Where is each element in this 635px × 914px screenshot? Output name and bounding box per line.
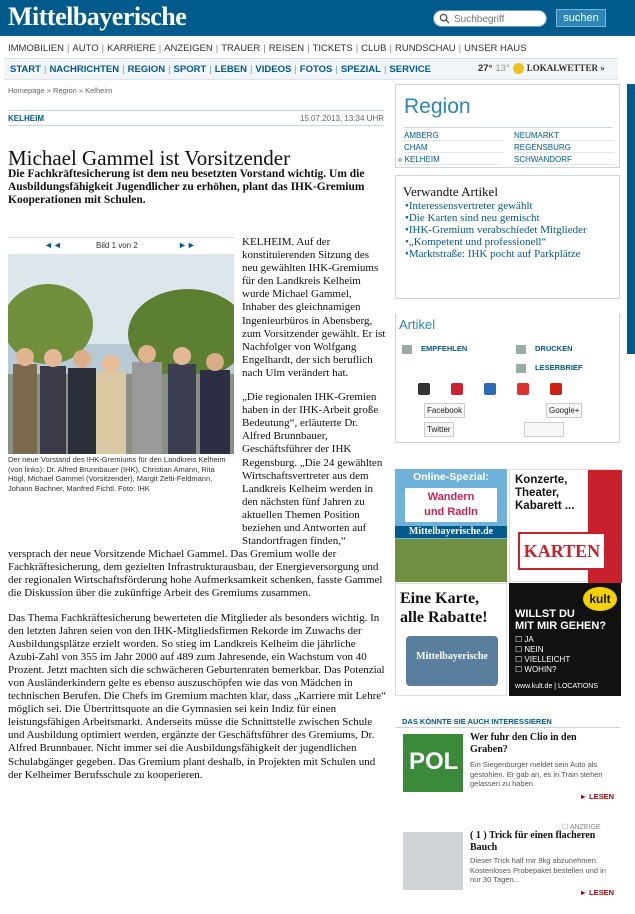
article-lead: Die Fachkräftesicherung ist dem neu besetzten Vorstand wichtig. Um die Ausbildungsfähigkeit Jugendlicher zu erhöhen, plant das IHK-Gremium Kooperationen mit Schulen.: [8, 168, 365, 206]
teaser-text: Dieser Trick half mir 9kg abzunehmen. Kostenloses Probepaket bestellen und in nur 30 Tagen...: [470, 856, 606, 884]
search-input[interactable]: [454, 12, 544, 26]
article-paragraph: KELHEIM. Auf der konstituierenden Sitzung des neu gewählten IHK-Gremiums für den Landkreis Kelheim wurde Michael Gammel, Inhaber des gleichnamigen Ingenieurbüros in Abensberg, zum Vorsitzender gewählt. Er ist Nachfolger von Wolfgang Engelhardt, der sich beruflich nach Ulm verändert hat.: [242, 236, 386, 379]
top-navigation: [8, 43, 526, 54]
letter-label: LESERBRIEF: [535, 363, 583, 372]
ad-karten[interactable]: [509, 469, 621, 582]
article-photo[interactable]: [8, 254, 234, 454]
ad-wandern[interactable]: [395, 469, 507, 582]
temp-low: 13°: [495, 63, 510, 75]
ad-url: www.kult.de | LOCATIONS: [515, 683, 598, 690]
nav-separator: |: [355, 43, 359, 54]
article-paragraph: „Die regionalen IHK-Gremien haben in der IHK-Arbeit große Bedeutung“, erläuterte Dr. Alfred Brunnbauer, Geschäftsführer der IHK Regensburg. „Die 24 gewählten Wirtschaftsvertreter aus dem Landkreis Kelheim werden in den nächsten fünf Jahren zu aktuellen Themen Position beziehen und Antworten auf Standortfragen finden,“ versprach der neue Vorsitzende Michael Gammel. Das Gremium wolle der Fachkräftesicherung, dem gezielten Infrastrukturausbau, der Energieversorgung und der regionalen Wirtschaftsförderung hohe Aufmerksamkeit schenken, fasste Gammel die Diskussion über die zukünftige Arbeit des Gremiums zusammen.: [8, 391, 383, 600]
nav-separator: |: [383, 64, 387, 75]
share-icon[interactable]: [550, 383, 562, 395]
recommend-label: EMPFEHLEN: [421, 344, 468, 353]
read-more-label: LESEN: [588, 792, 614, 801]
weather-widget[interactable]: [478, 63, 605, 74]
teaser-text: Ein Siegenburger meldet sein Auto als gestohlen. Er gab an, es in Train stehen gelassen zu haben.: [470, 760, 603, 788]
nav-separator: |: [66, 43, 70, 54]
ad-option: ☐ WOHIN?: [515, 665, 557, 674]
ad-logo: kult: [583, 587, 617, 611]
sun-icon: [513, 63, 524, 74]
topnav-link[interactable]: TRAUER: [221, 43, 261, 54]
social-counter: [524, 422, 564, 437]
article-location[interactable]: KELHEIM: [8, 114, 44, 123]
nav-separator: |: [209, 64, 212, 75]
search-button[interactable]: suchen: [556, 9, 606, 27]
recommend-button[interactable]: [402, 344, 467, 354]
share-icon[interactable]: [451, 383, 463, 395]
related-link[interactable]: • Die Karten sind neu gemischt: [405, 212, 615, 224]
ad-title: Online-Spezial:: [413, 471, 489, 483]
divider: [404, 127, 612, 128]
article-title: Michael Gammel ist Vorsitzender: [8, 146, 291, 170]
related-link[interactable]: • Marktstraße: IHK pocht auf Parkplätze: [405, 248, 615, 260]
region-link[interactable]: NEUMARKT: [514, 131, 614, 141]
article-meta: [8, 110, 384, 126]
region-link[interactable]: AMBERG: [404, 131, 504, 141]
nav-separator: |: [294, 64, 297, 75]
gallery-next-icon[interactable]: ►►: [178, 240, 196, 250]
nav-separator: |: [458, 43, 462, 54]
ad-options: [515, 635, 570, 675]
ad4-opt: VIELLEICHT: [524, 655, 571, 664]
ad4-opt: NEIN: [524, 645, 544, 654]
mainnav-link[interactable]: NACHRICHTEN: [49, 64, 120, 75]
main-navigation: [4, 58, 618, 80]
gallery-prev-icon[interactable]: ◄◄: [44, 240, 62, 250]
topnav-link[interactable]: REISEN: [268, 43, 305, 54]
nav-separator: |: [215, 43, 219, 54]
teaser-image[interactable]: [403, 832, 463, 890]
site-logo[interactable]: Mittelbayerische: [8, 2, 187, 31]
mainnav-link[interactable]: VIDEOS: [255, 64, 292, 75]
breadcrumb[interactable]: Homepage » Region » Kelheim: [8, 86, 113, 95]
teaser-title[interactable]: Wer fuhr den Clio in den Graben?: [470, 732, 577, 755]
site-header: [0, 0, 635, 36]
region-box: [395, 84, 620, 168]
teaser-image[interactable]: POL: [403, 734, 463, 792]
photo-caption: Der neue Vorstand des IHK-Gremiums für den Landkreis Kelheim (von links): Dr. Alfred Brunnbauer (IHK), Christian Amann, Rita Högl, Michael Gammel (Vorsitzender), Margit Zetti-Feldmann, Johann Bachner, Manfred Fichtl. Foto: IHK: [8, 455, 226, 493]
read-more-label: LESEN: [588, 888, 614, 897]
nav-separator: |: [158, 43, 162, 54]
gallery-counter: Bild 1 von 2: [96, 241, 138, 250]
ad4-opt: WOHIN?: [524, 665, 557, 674]
teaser-item-ad[interactable]: [395, 822, 620, 906]
mainnav-link[interactable]: SPORT: [173, 64, 207, 75]
nav-separator: |: [101, 43, 105, 54]
mainnav-link[interactable]: LEBEN: [214, 64, 247, 75]
search-icon: [439, 13, 450, 24]
letter-icon: [516, 364, 526, 373]
nav-separator: |: [335, 64, 338, 75]
ad2-line1: Konzerte,: [515, 474, 568, 486]
ad-brand: Mittelbayerische.de: [395, 526, 507, 538]
topnav-link[interactable]: ANZEIGEN: [164, 43, 213, 54]
ad-label: ☐ ANZEIGE: [562, 824, 601, 831]
article-paragraph: Das Thema Fachkräftesicherung bewerteten die Mitglieder als besonders wichtig. In den letzten Jahren seien von den IHK-Mitgliedsfirmen Rekorde im Zuwachs der Ausbildungsplätze erzielt worden. So stieg im Landkreis Kelheim die jährliche Azubi-Zahl von 355 im Jahr 2000 auf 489 zum Jahresende, ein Wachstum von 40 Prozent. Jetzt machten sich die schwächeren Geburtenraten bemerkbar. Das Potenzial von Ausländerkindern gelte es ebenso auszuschöpfen wie das von Mädchen in technischen Berufen. Die Chefs im Gremium machten klar, dass „Karriere mit Lehre“ möglich sei. Die Übertrittsquote an die Gymnasien sei kein Indiz für einen leistungsfähigen Arbeitsmarkt. Anderseits müsse die Schnittstelle zwischen Schule und Ausbildung optimiert werden, ergänzte der Geschäftsführer des Gremiums, Dr. Alfred Brunnbauer. Nicht immer sei die Ausbildungsfähigkeit der jugendlichen Schulabgänger gegeben. Das Gremium plant deshalb, in Projekten mit Schulen und der Kelheimer Berufsschule zu kooperieren.: [8, 611, 386, 781]
nav-separator: |: [168, 64, 171, 75]
region-heading[interactable]: Region: [404, 95, 471, 118]
read-more-link[interactable]: ► LESEN: [579, 888, 614, 897]
share-icon[interactable]: [418, 383, 430, 395]
print-button[interactable]: [516, 344, 573, 354]
nav-separator: |: [122, 64, 125, 75]
related-link[interactable]: • „Kompetent und professionell“: [405, 236, 615, 248]
ad-kult[interactable]: [509, 583, 621, 696]
region-link[interactable]: REGENSBURG: [514, 143, 614, 153]
mainnav-link[interactable]: SPEZIAL: [340, 64, 381, 75]
read-more-link[interactable]: ► LESEN: [579, 792, 614, 801]
region-link-active[interactable]: » KELHEIM: [398, 155, 498, 165]
topnav-link[interactable]: AUTO: [72, 43, 99, 54]
ad-image: [395, 539, 507, 582]
ad3-line2: alle Rabatte!: [400, 609, 488, 626]
topnav-link[interactable]: CLUB: [361, 43, 387, 54]
ad-text: [400, 589, 488, 627]
weather-link[interactable]: LOKALWETTER »: [526, 63, 605, 74]
ad-brand: KARTEN: [518, 532, 606, 570]
related-heading: Verwandte Artikel: [403, 184, 498, 199]
ad-sub1: Wandern: [427, 491, 475, 503]
ad2-line2: Theater,: [515, 487, 560, 499]
nav-separator: |: [263, 43, 266, 54]
article-date: 15.07.2013, 13:34 UHR: [299, 114, 384, 123]
search-box[interactable]: [433, 10, 547, 27]
topnav-link[interactable]: UNSER HAUS: [464, 43, 527, 54]
topnav-link[interactable]: IMMOBILIEN: [8, 43, 64, 54]
article-tools-heading: Artikel: [399, 317, 436, 332]
ad-subtitle: [405, 488, 497, 522]
ad-option: ☐ NEIN: [515, 645, 544, 654]
topnav-link[interactable]: TICKETS: [312, 43, 353, 54]
nav-separator: |: [43, 64, 47, 75]
scrollbar[interactable]: [627, 84, 635, 354]
facebook-button[interactable]: Facebook: [424, 403, 465, 418]
ad-sub2: und Radln: [424, 506, 478, 518]
mainnav-link[interactable]: REGION: [127, 64, 166, 75]
ad2-line3: Kabarett ...: [515, 500, 575, 512]
temp-high: 27°: [478, 63, 493, 75]
print-label: DRUCKEN: [535, 344, 573, 353]
nav-separator: |: [389, 43, 392, 54]
topnav-link[interactable]: RUNDSCHAU: [394, 43, 456, 54]
ad4-q2: MIT MIR GEHEN?: [515, 620, 607, 632]
related-link[interactable]: • IHK-Gremium verabschiedet Mitglieder: [405, 224, 615, 236]
ad-text: [515, 474, 574, 513]
ad-option: ☐ VIELLEICHT: [515, 655, 571, 664]
nav-separator: |: [307, 43, 310, 54]
mainnav-link[interactable]: SERVICE: [389, 64, 431, 75]
region-link[interactable]: CHAM: [404, 143, 504, 153]
mainnav-link[interactable]: START: [10, 64, 41, 75]
letter-button[interactable]: [516, 363, 583, 373]
ad-question: [515, 608, 606, 632]
ad-label-text: ANZEIGE: [569, 824, 601, 831]
teaser-heading: DAS KÖNNTE SIE AUCH INTERESSIEREN: [402, 717, 552, 726]
print-icon: [516, 345, 526, 354]
ad4-opt: JA: [524, 635, 534, 644]
ad4-q1: WILLST DU: [515, 608, 575, 620]
topnav-link[interactable]: KARRIERE: [107, 43, 156, 54]
twitter-button[interactable]: Twitter: [424, 422, 454, 437]
mail-icon: [402, 345, 412, 354]
article-tools: [395, 314, 620, 443]
share-icon[interactable]: [517, 383, 529, 395]
region-link[interactable]: SCHWANDORF: [514, 155, 614, 165]
teaser-title[interactable]: ( 1 ) Trick für einen flacheren Bauch: [470, 830, 596, 853]
ad3-line1: Eine Karte,: [400, 590, 480, 607]
mainnav-link[interactable]: FOTOS: [299, 64, 333, 75]
teaser-item[interactable]: [395, 727, 620, 807]
share-icon[interactable]: [484, 383, 496, 395]
ad-card: Mittelbayerische: [406, 636, 498, 686]
related-link[interactable]: • Interessensvertreter gewählt: [405, 200, 615, 212]
related-articles: [395, 175, 620, 299]
ad-karte-rabatte[interactable]: [395, 583, 507, 696]
ad-option: ☐ JA: [515, 635, 534, 644]
googleplus-button[interactable]: Google+: [546, 403, 582, 418]
gallery-controls: [8, 237, 234, 255]
nav-separator: |: [249, 64, 253, 75]
